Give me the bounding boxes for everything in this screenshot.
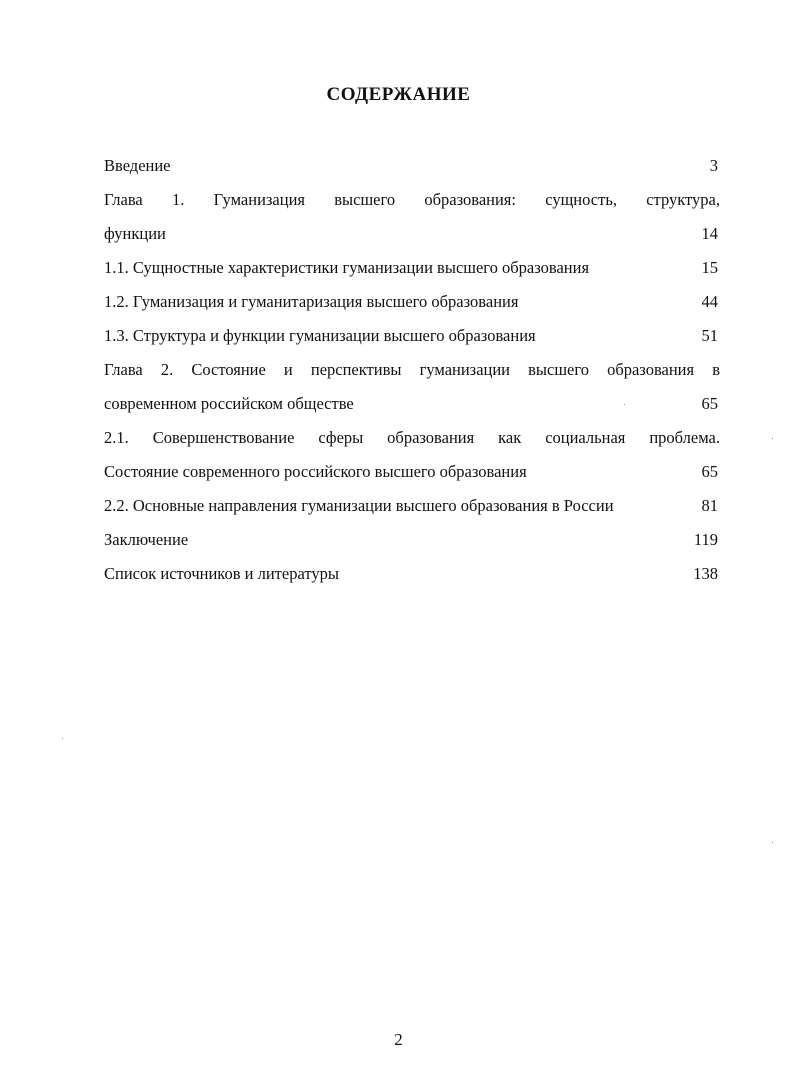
toc-entry-chapter-1	[104, 186, 720, 254]
toc-entry-page: 119	[693, 530, 718, 549]
scan-speck	[624, 404, 625, 405]
toc-entry-title: 2.2. Основные направления гуманизации высшего образования в России	[104, 496, 614, 515]
toc-entry-page: 65	[701, 462, 718, 481]
toc-entry-bibliography	[104, 560, 720, 594]
toc-entry-title: 1.1. Сущностные характеристики гуманизации высшего образования	[104, 258, 590, 277]
toc-entry-section-2-1	[104, 424, 720, 492]
toc-entry-title-line2: современном российском обществе	[104, 394, 354, 413]
toc-entry-conclusion	[104, 526, 720, 560]
toc-entry-page: 138	[693, 564, 718, 583]
toc-entry-page: 81	[701, 496, 718, 515]
toc-entry-section-1-1	[104, 254, 720, 288]
toc-entry-title: Список источников и литературы	[104, 564, 339, 583]
scan-speck	[772, 842, 773, 843]
toc-entry-introduction	[104, 152, 720, 186]
page-number: 2	[394, 1030, 403, 1049]
toc-entry-title-line2: функции	[104, 224, 166, 243]
toc-entry-title-line1: 2.1. Совершенствование сферы образования как социальная проблема.	[104, 428, 720, 447]
toc-entry-title-line2: Состояние современного российского высшего образования	[104, 462, 527, 481]
toc-entry-section-1-2	[104, 288, 720, 322]
scan-speck	[772, 438, 773, 439]
toc-entry-title: Введение	[104, 156, 171, 175]
toc-entry-chapter-2	[104, 356, 720, 424]
toc-entry-title-line1: Глава 2. Состояние и перспективы гуманизации высшего образования в	[104, 360, 720, 379]
toc-entry-title-line1: Глава 1. Гуманизация высшего образования: сущность, структура,	[104, 190, 720, 209]
page-title: СОДЕРЖАНИЕ	[326, 84, 471, 105]
toc-entry-page: 44	[701, 292, 718, 311]
toc-entry-page: 15	[701, 258, 718, 277]
table-of-contents	[104, 152, 720, 594]
toc-entry-page: 65	[701, 394, 718, 413]
toc-entry-section-1-3	[104, 322, 720, 356]
toc-entry-title: 1.2. Гуманизация и гуманитаризация высшего образования	[104, 292, 519, 311]
toc-entry-page: 3	[709, 156, 718, 175]
toc-entry-page: 14	[701, 224, 718, 243]
toc-entry-page: 51	[701, 326, 718, 345]
toc-entry-title: 1.3. Структура и функции гуманизации высшего образования	[104, 326, 536, 345]
scan-speck	[62, 738, 63, 739]
toc-entry-section-2-2	[104, 492, 720, 526]
toc-entry-title: Заключение	[104, 530, 189, 549]
